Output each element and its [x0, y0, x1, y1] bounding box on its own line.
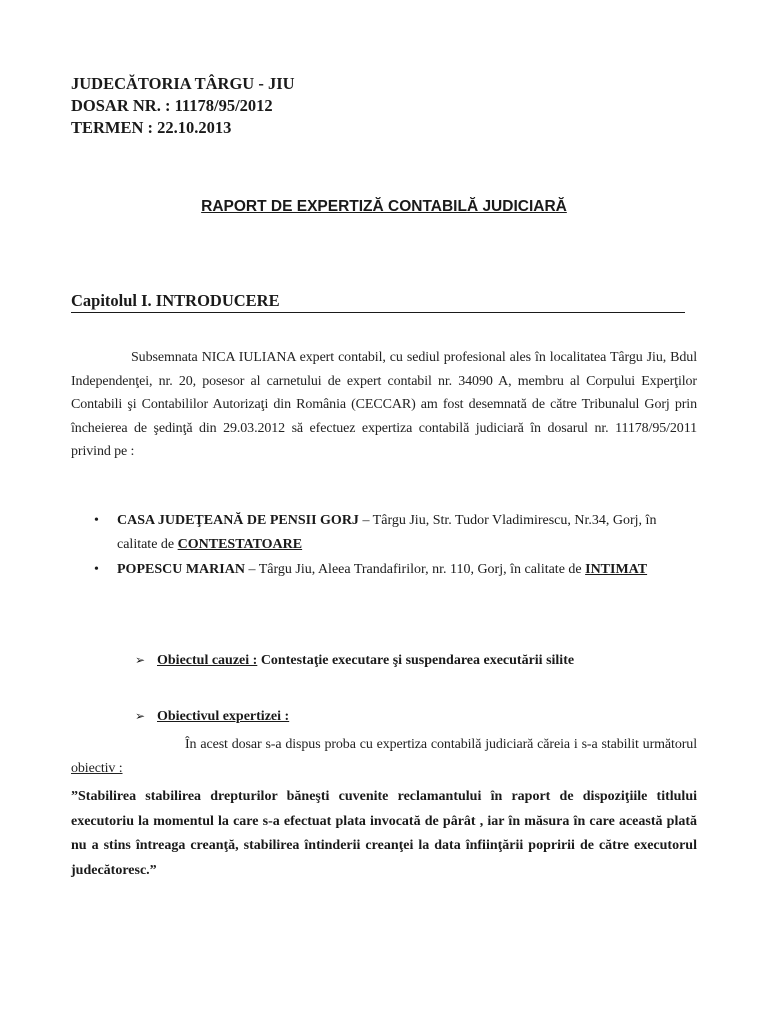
object-cause-label: Obiectul cauzei :: [157, 653, 258, 668]
party-details: – Târgu Jiu, Str. Tudor Vladimirescu, Nr.34, Gorj, în calitate de: [117, 513, 657, 552]
party-name: CASA JUDEŢEANĂ DE PENSII GORJ: [117, 513, 359, 528]
object-expertise: [135, 706, 289, 727]
objective-label: obiectiv :: [71, 760, 123, 776]
object-cause-value: Contestaţie executare şi suspendarea executării silite: [257, 653, 575, 668]
list-item: [94, 558, 698, 582]
termen-date: TERMEN : 22.10.2013: [71, 118, 232, 137]
bullet-icon: •: [94, 562, 99, 577]
dosar-number: DOSAR NR. : 11178/95/2012: [71, 96, 273, 115]
objective-quote: ”Stabilirea stabilirea drepturilor băneşti cuvenite reclamantului în raport de dispoziţiile titlului executoriu la momentul la care s-a efectuat plata invocată de pârât , iar în măsura în care această plată nu a stins întreaga creanţă, stabilirea întinderii creanţei la data înfiinţării popririi de către executorul judecătoresc.”: [71, 789, 697, 878]
party-role: CONTESTATOARE: [177, 536, 303, 552]
report-title: RAPORT DE EXPERTIZĂ CONTABILĂ JUDICIARĂ: [201, 198, 567, 215]
court-name: JUDECĂTORIA TÂRGU - JIU: [71, 74, 295, 93]
intro-text: Subsemnata NICA IULIANA expert contabil, cu sediul profesional ales în localitatea Târgu Jiu, Bdul Independenţei, nr. 20, posesor al carnetului de expert contabil nr. 34090 A, membru al Corpului Experţilor Contabili şi Contabililor Autorizaţi din România (CECCAR) am fost desemnată de către Tribunalul Gorj prin încheierea de şedinţă din 29.03.2012 să efectuez expertiza contabilă judiciară în dosarul nr. 11178/95/2011 privind pe :: [71, 350, 697, 459]
parties-list: [94, 509, 698, 584]
party-role: INTIMAT: [585, 562, 648, 577]
party-details: – Târgu Jiu, Aleea Trandafirilor, nr. 110, Gorj, în calitate de: [244, 562, 586, 577]
intro-paragraph: [71, 346, 697, 464]
object-expertise-label: Obiectivul expertizei :: [157, 709, 290, 724]
list-item: [94, 509, 698, 556]
bullet-icon: •: [94, 513, 99, 528]
arrow-icon: ➢: [135, 709, 146, 723]
object-cause: [135, 650, 574, 671]
expertise-text: În acest dosar s-a dispus proba cu expertiza contabilă judiciară căreia i s-a stabilit următorul: [185, 737, 697, 752]
arrow-icon: ➢: [135, 653, 146, 667]
chapter-heading: Capitolul I. INTRODUCERE: [71, 291, 685, 313]
party-name: POPESCU MARIAN: [117, 562, 245, 577]
expertise-paragraph: [71, 733, 697, 780]
